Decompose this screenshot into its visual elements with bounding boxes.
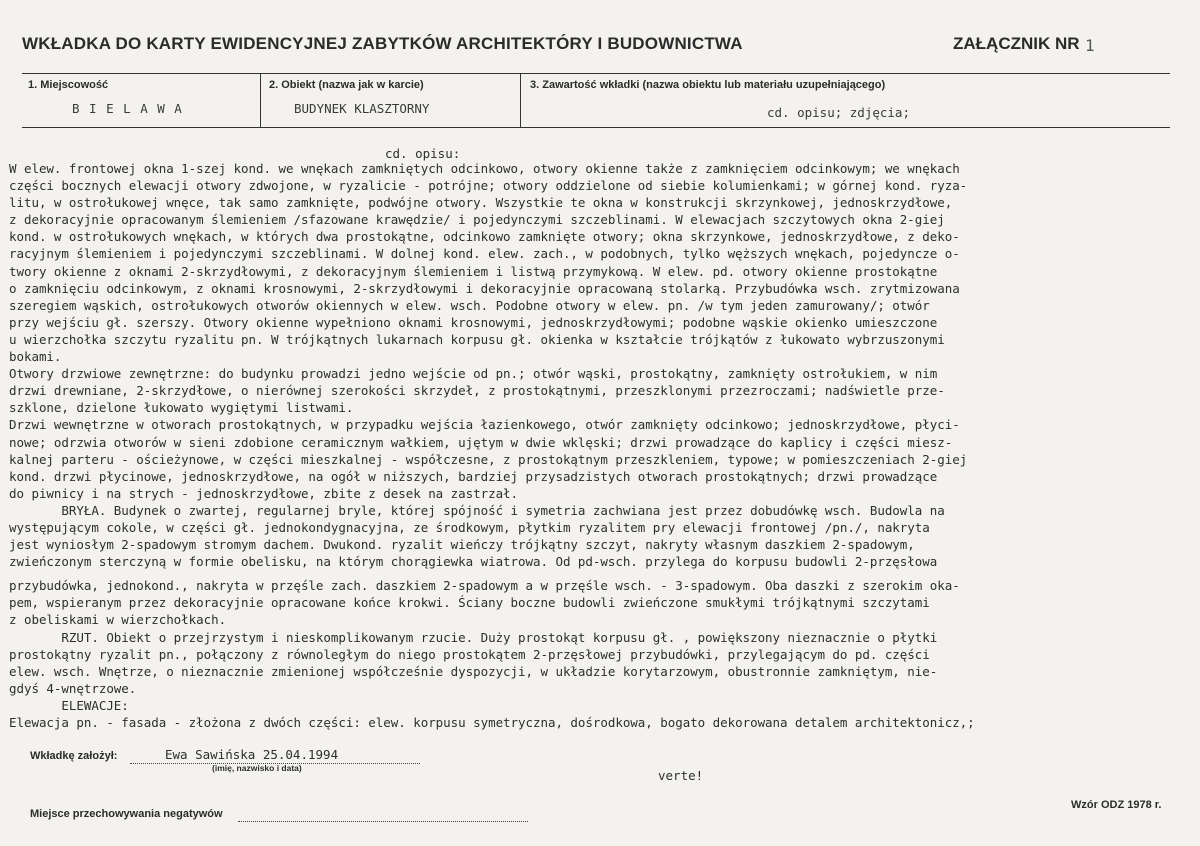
- description-line: ELEWACJE:: [9, 697, 129, 713]
- description-line: W elew. frontowej okna 1-szej kond. we wnękach zamkniętych odcinkowo, otwory okienne także z zamknięciem odcinkowym; we wnękach: [9, 161, 960, 176]
- field-divider: [520, 74, 521, 127]
- description-line: gdyś 4-wnętrzowe.: [9, 680, 137, 696]
- description-line: z dekoracyjnie opracowanym ślemieniem /sfazowane krawędzie/ i pojedynczymi szczeblinami. W elewacjach szczytowych okna 2-giej: [9, 212, 945, 228]
- contents-label: 3. Zawartość wkładki (nazwa obiektu lub materiału uzupełniającego): [530, 79, 886, 91]
- description-line: kond. w ostrołukowych wnękach, w których dwa prostokątne, odcinkowo zamknięte otwory; okna skrzynkowe, jednoskrzydłowe, z deko-: [9, 229, 960, 245]
- locality-value: B I E L A W A: [72, 101, 183, 116]
- fields-row: [22, 73, 1170, 128]
- object-value: BUDYNEK KLASZTORNY: [294, 101, 430, 116]
- description-line: do piwnicy i na strych - jednoskrzydłowe, zbite z desek na zastrzał.: [9, 485, 519, 501]
- description-line: występującym cokole, w części gł. jednokondygnacyjna, ze środkowym, płytkim ryzalitem pry elewacji frontowej /pn./, nakryta: [9, 519, 930, 535]
- created-by-hint: (imię, nazwisko i data): [212, 763, 302, 773]
- created-by-value: Ewa Sawińska 25.04.1994: [165, 747, 339, 762]
- form-title: WKŁADKA DO KARTY EWIDENCYJNEJ ZABYTKÓW ARCHITEKTÓRY I BUDOWNICTWA: [22, 34, 743, 53]
- description-line: kalnej parteru - ościeżynowe, w części mieszkalnej - współczesne, z prostokątnym przeszkleniem, typowe; w pomieszczeniach 2-giej: [9, 451, 968, 467]
- field-divider: [260, 74, 261, 127]
- description-line: przy wejściu gł. szerszy. Otwory okienne wypełniono oknami krosnowymi, jednoskrzydłowymi; podobne wąskie okienko umieszczone: [9, 314, 938, 330]
- description-line: bokami.: [9, 349, 62, 365]
- description-heading: cd. opisu:: [385, 146, 461, 161]
- description-line: części bocznych elewacji otwory zdwojone, w ryzalicie - potrójne; otwory oddzielone od siebie kolumienkami; w górnej kond. ryza-: [9, 178, 968, 194]
- description-line: przybudówka, jednokond., nakryta w przęśle zach. daszkiem 2-spadowym a w przęśle wsch. - 3-spadowym. Oba daszki z szerokim oka-: [9, 578, 960, 594]
- locality-label: 1. Miejscowość: [28, 79, 109, 91]
- description-line: szklone, dzielone łukowato wygiętymi listwami.: [9, 400, 354, 416]
- description-line: jest wyniosłym 2-spadowym stromym dachem. Dwukond. ryzalit wieńczy trójkątny szczyt, nakryty własnym daszkiem 2-spadowym,: [9, 537, 915, 553]
- created-by-label: Wkładkę założył:: [30, 750, 118, 762]
- description-line: Drzwi wewnętrzne w otworach prostokątnych, w przypadku wejścia łazienkowego, otwór zamknięty odcinkowo; jednoskrzydłowe, płyci-: [9, 417, 960, 433]
- description-line: kond. drzwi płycinowe, jednoskrzydłowe, na ogół w niższych, bardziej przysadzistych otworach prostokątnych; drzwi prowadzące: [9, 468, 938, 484]
- description-line: u wierzchołka szczytu ryzalitu pn. W trójkątnych lukarnach korpusu gł. okienka w kształcie trójkątów z łukowato wybrzuszonymi: [9, 331, 945, 347]
- description-line: drzwi drewniane, 2-skrzydłowe, o nierównej szerokości skrzydeł, z prostokątnymi, przeszklonymi przezroczami; nadświetle prze-: [9, 383, 945, 399]
- object-label: 2. Obiekt (nazwa jak w karcie): [269, 79, 424, 91]
- description-line: nowe; odrzwia otworów w sieni zdobione ceramicznym wałkiem, ujętym w dwie wklęski; drzwi prowadzące do kaplicy i części miesz-: [9, 434, 953, 450]
- description-line: z obeliskami w wierzchołkach.: [9, 612, 227, 628]
- description-line: racyjnym ślemieniem i pojedynczymi szczeblinami. W dolnej kond. elew. zach., w podobnych, tylko węższych wnękach, pojedyncze o-: [9, 246, 960, 262]
- negatives-line: [238, 821, 528, 822]
- annex-number: 1: [1085, 36, 1095, 55]
- description-line: Otwory drzwiowe zewnętrzne: do budynku prowadzi jedno wejście od pn.; otwór wąski, prostokątny, zamknięty ostrołukiem, w nim: [9, 366, 938, 382]
- description-line: prostokątny ryzalit pn., połączony z równoległym do niego prostokątem 2-przęsłowej przybudówki, przylegającym do pd. części: [9, 646, 930, 662]
- description-body: [9, 160, 1194, 731]
- description-line: zwieńczonym sterczyną w formie obelisku, na którym chorągiewka wiatrowa. Od pd-wsch. przylega do korpusu budowli 2-przęsłowa: [9, 554, 938, 570]
- description-line: litu, w ostrołukowej wnęce, tak samo zamknięte, podwójne otwory. Wszystkie te okna w konstrukcji skrzynkowej, jednoskrzydłowe,: [9, 195, 953, 211]
- description-line: twory okienne z oknami 2-skrzydłowymi, z dekoracyjnym ślemieniem i listwą przymykową. W elew. pd. otwory okienne prostokątne: [9, 263, 938, 279]
- description-line: pem, wspieranym przez dekoracyjnie opracowane końce krokwi. Ściany boczne budowli zwieńczone smukłymi trójkątnymi szczytami: [9, 595, 930, 611]
- description-line: RZUT. Obiekt o przejrzystym i nieskomplikowanym rzucie. Duży prostokąt korpusu gł. , powiększony nieznacznie o płytki: [9, 629, 938, 645]
- description-line: Elewacja pn. - fasada - złożona z dwóch części: elew. korpusu symetryczna, dośrodkowa, bogato dekorowana detalem architektonicz,;: [9, 715, 975, 730]
- description-line: BRYŁA. Budynek o zwartej, regularnej bryle, której spójność i symetria zachwiana jest przez dobudówkę wsch. Budowla na: [9, 502, 945, 518]
- description-line: szeregiem wąskich, ostrołukowych otworów okiennych w elew. wsch. Podobne otwory w elew. pn. /w tym jeden zamurowany/; otwór: [9, 297, 930, 313]
- verte-note: verte!: [658, 768, 704, 783]
- annex-label: ZAŁĄCZNIK NR: [953, 34, 1080, 53]
- negatives-label: Miejsce przechowywania negatywów: [30, 808, 223, 820]
- form-code: Wzór ODZ 1978 r.: [1071, 799, 1162, 811]
- description-line: o zamknięciu odcinkowym, z oknami krosnowymi, 2-skrzydłowymi i dekoracyjnie opracowaną stolarką. Przybudówka wsch. zrytmizowana: [9, 280, 960, 296]
- description-line: elew. wsch. Wnętrze, o nieznacznie zmienionej współcześnie dyspozycji, w układzie korytarzowym, obustronnie zamkniętym, nie-: [9, 663, 938, 679]
- description-line: [9, 570, 1194, 577]
- contents-value: cd. opisu; zdjęcia;: [767, 105, 910, 120]
